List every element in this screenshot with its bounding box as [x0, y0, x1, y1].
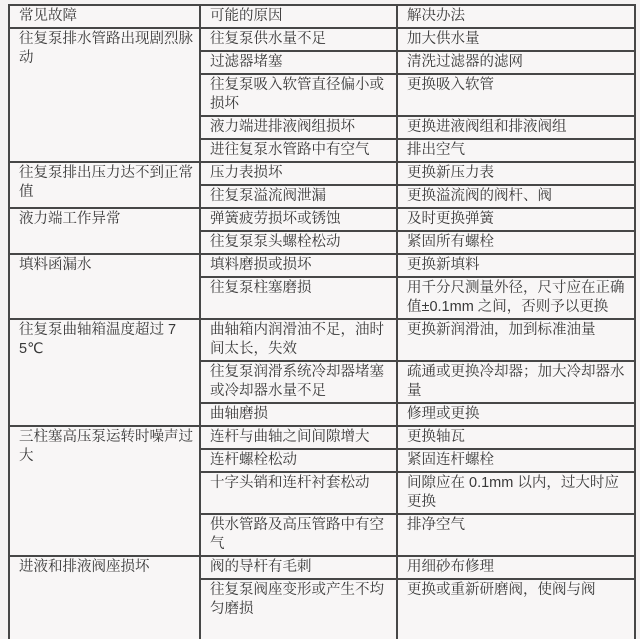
table-row [9, 254, 635, 277]
header-row [9, 5, 635, 28]
solution-cell: 排出空气 [397, 139, 635, 162]
cause-cell: 曲轴箱内润滑油不足，油时间太长，失效 [200, 319, 397, 361]
table-body [9, 28, 635, 639]
table-row [9, 556, 635, 579]
solution-cell: 清洗过滤器的滤网 [397, 51, 635, 74]
solution-cell: 更换新润滑油，加到标准油量 [397, 319, 635, 361]
solution-cell: 疏通或更换冷却器；加大冷却器水量 [397, 361, 635, 403]
table-row [9, 319, 635, 361]
table-row [9, 426, 635, 449]
table-row [9, 162, 635, 185]
solution-cell: 排净空气 [397, 514, 635, 556]
fault-cell: 液力端工作异常 [9, 208, 200, 254]
cause-cell: 过滤器堵塞 [200, 51, 397, 74]
cause-cell: 供水管路及高压管路中有空气 [200, 514, 397, 556]
cause-cell: 进往复泵水管路中有空气 [200, 139, 397, 162]
solution-cell: 紧固所有螺栓 [397, 231, 635, 254]
cause-cell: 十字头销和连杆衬套松动 [200, 472, 397, 514]
solution-cell: 更换新压力表 [397, 162, 635, 185]
cause-cell: 往复泵溢流阀泄漏 [200, 185, 397, 208]
cause-cell: 填料磨损或损坏 [200, 254, 397, 277]
pump-fault-table [8, 4, 636, 639]
table-row [9, 208, 635, 231]
table-row [9, 28, 635, 51]
solution-cell: 紧固连杆螺栓 [397, 449, 635, 472]
cause-cell: 往复泵柱塞磨损 [200, 277, 397, 319]
cause-cell: 液力端进排液阀组损坏 [200, 116, 397, 139]
cause-cell: 曲轴磨损 [200, 403, 397, 426]
cause-cell: 连杆螺栓松动 [200, 449, 397, 472]
solution-cell: 加大供水量 [397, 28, 635, 51]
fault-cell: 填料函漏水 [9, 254, 200, 319]
cause-cell: 阀的导杆有毛刺 [200, 556, 397, 579]
fault-cell: 三柱塞高压泵运转时噪声过大 [9, 426, 200, 556]
solution-cell: 间隙应在 0.1mm 以内，过大时应更换 [397, 472, 635, 514]
cause-cell: 往复泵泵头螺栓松动 [200, 231, 397, 254]
cause-cell: 往复泵供水量不足 [200, 28, 397, 51]
cause-cell: 弹簧疲劳损坏或锈蚀 [200, 208, 397, 231]
fault-cell: 往复泵排水管路出现剧烈脉动 [9, 28, 200, 162]
fault-cell: 往复泵曲轴箱温度超过 75℃ [9, 319, 200, 426]
solution-cell: 及时更换弹簧 [397, 208, 635, 231]
solution-cell: 更换新填料 [397, 254, 635, 277]
solution-cell: 用细砂布修理 [397, 556, 635, 579]
cause-cell: 压力表损坏 [200, 162, 397, 185]
solution-cell: 用千分尺测量外径，尺寸应在正确值±0.1mm 之间，否则予以更换 [397, 277, 635, 319]
solution-cell: 修理或更换 [397, 403, 635, 426]
cause-cell: 往复泵吸入软管直径偏小或损坏 [200, 74, 397, 116]
header-fault: 常见故障 [9, 5, 200, 28]
cause-cell: 往复泵阀座变形或产生不均匀磨损 [200, 579, 397, 639]
solution-cell: 更换吸入软管 [397, 74, 635, 116]
solution-cell: 更换进液阀组和排液阀组 [397, 116, 635, 139]
solution-cell: 更换或重新研磨阀，使阀与阀 [397, 579, 635, 639]
fault-cell: 往复泵排出压力达不到正常值 [9, 162, 200, 208]
solution-cell: 更换轴瓦 [397, 426, 635, 449]
cause-cell: 往复泵润滑系统冷却器堵塞或冷却器水量不足 [200, 361, 397, 403]
solution-cell: 更换溢流阀的阀杆、阀 [397, 185, 635, 208]
fault-cell: 进液和排液阀座损坏 [9, 556, 200, 639]
header-cause: 可能的原因 [200, 5, 397, 28]
cause-cell: 连杆与曲轴之间间隙增大 [200, 426, 397, 449]
header-solution: 解决办法 [397, 5, 635, 28]
